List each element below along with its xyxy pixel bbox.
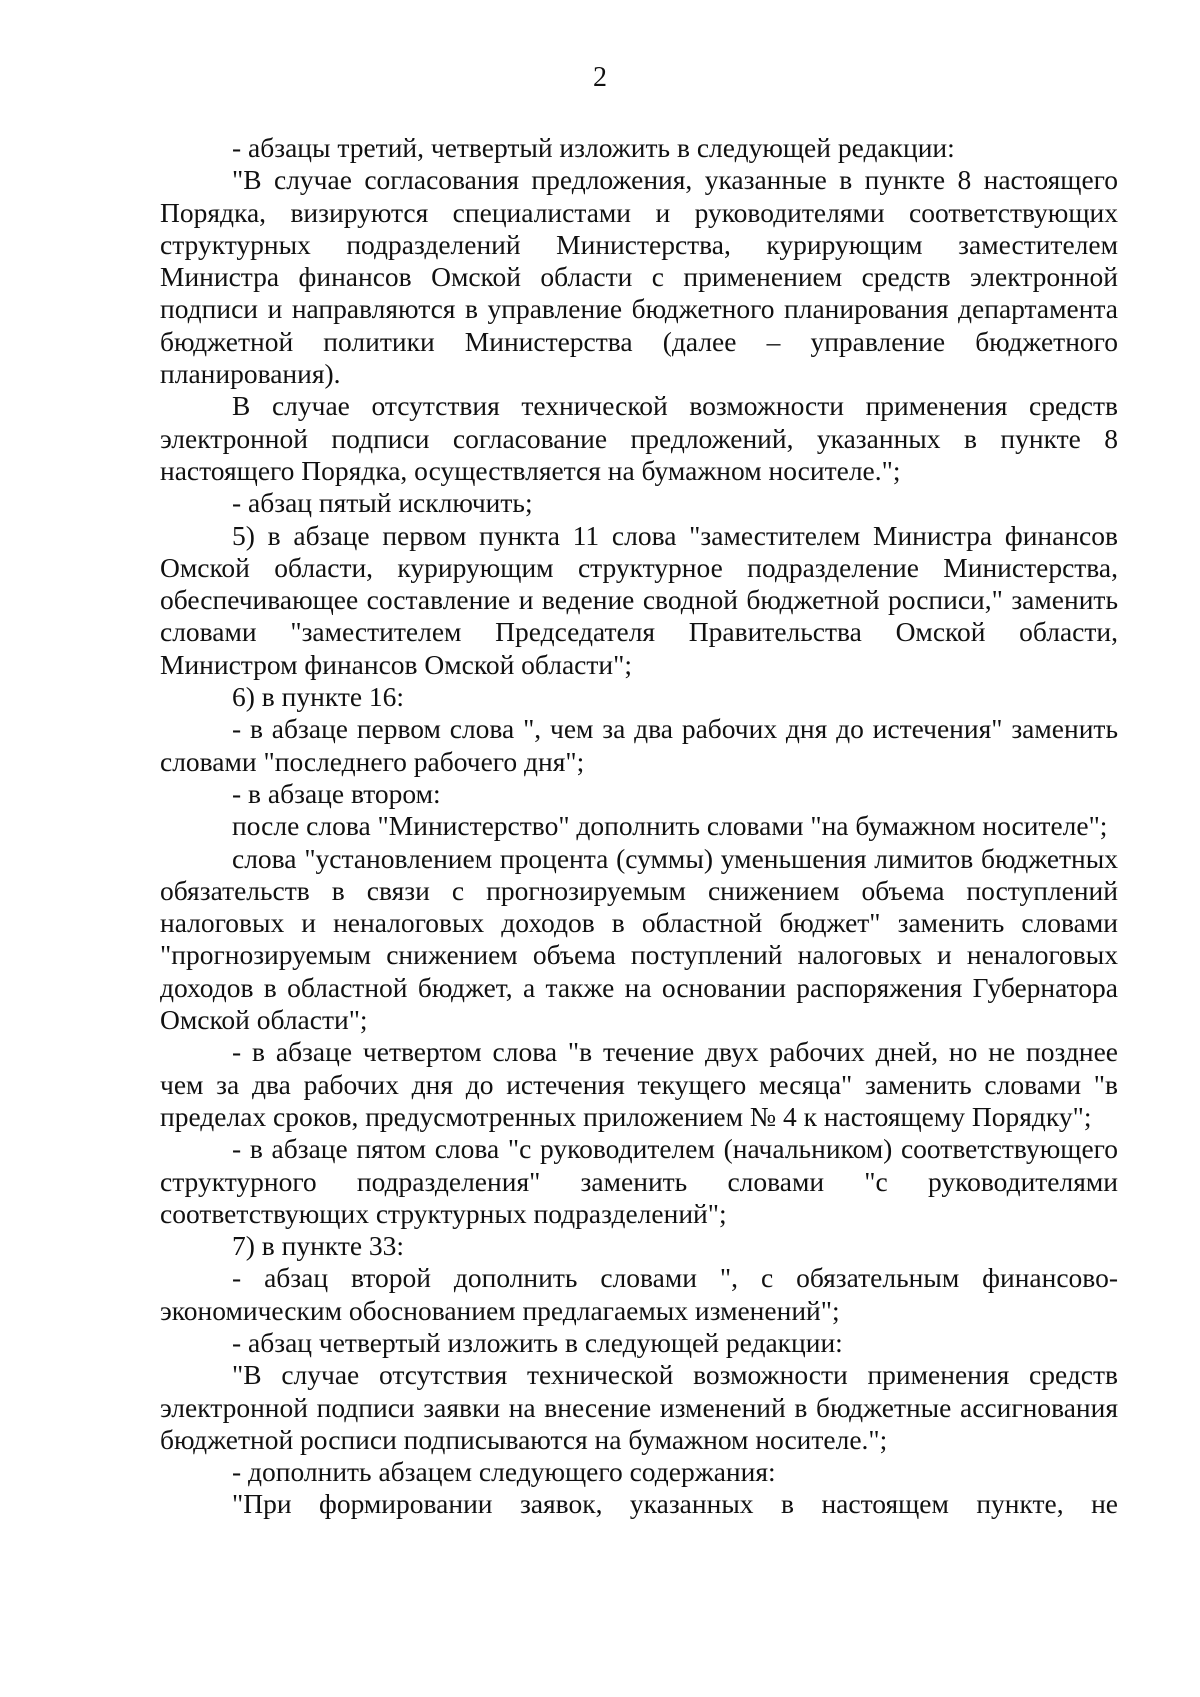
paragraph: 5) в абзаце первом пункта 11 слова "заместителем Министра финансов Омской области, курирующим структурное подразделение Министерства, обеспечивающее составление и ведение сводной бюджетной росписи," заменить словами "заместителем Председателя Правительства Омской области, Министром финансов Омской области"; bbox=[160, 519, 1118, 680]
page-number: 2 bbox=[593, 62, 607, 93]
paragraph: "В случае отсутствия технической возможности применения средств электронной подписи заявки на внесение изменений в бюджетные ассигнования бюджетной росписи подписываются на бумажном носителе."; bbox=[160, 1359, 1118, 1455]
paragraph: - в абзаце первом слова ", чем за два рабочих дня до истечения" заменить словами "последнего рабочего дня"; bbox=[160, 713, 1118, 777]
paragraph: 6) в пункте 16: bbox=[232, 681, 405, 713]
paragraph: - в абзаце пятом слова "с руководителем (начальником) соответствующего структурного подразделения" заменить словами "с руководителями соответствующих структурных подразделений"; bbox=[160, 1133, 1118, 1229]
paragraph: после слова "Министерство" дополнить словами "на бумажном носителе"; bbox=[232, 810, 1108, 842]
paragraph: - дополнить абзацем следующего содержания: bbox=[232, 1456, 776, 1488]
paragraph: - абзац пятый исключить; bbox=[232, 487, 533, 519]
paragraph: В случае отсутствия технической возможности применения средств электронной подписи согласование предложений, указанных в пункте 8 настоящего Порядка, осуществляется на бумажном носителе."; bbox=[160, 390, 1118, 486]
paragraph: 7) в пункте 33: bbox=[232, 1230, 405, 1262]
paragraph: - в абзаце втором: bbox=[232, 777, 441, 809]
paragraph: "В случае согласования предложения, указанные в пункте 8 настоящего Порядка, визируются специалистами и руководителями соответствующих структурных подразделений Министерства, курирующим заместителем Министра финансов Омской области с применением средств электронной подписи и направляются в управление бюджетного планирования департамента бюджетной политики Министерства (далее – управление бюджетного планирования). bbox=[160, 164, 1118, 390]
document-body bbox=[160, 132, 1118, 1521]
paragraph: - абзац четвертый изложить в следующей редакции: bbox=[232, 1326, 843, 1358]
paragraph: - абзац второй дополнить словами ", с обязательным финансово-экономическим обоснованием предлагаемых изменений"; bbox=[160, 1262, 1118, 1326]
paragraph: - абзацы третий, четвертый изложить в следующей редакции: bbox=[232, 132, 955, 163]
paragraph: - в абзаце четвертом слова "в течение двух рабочих дней, но не позднее чем за два рабочих дня до истечения текущего месяца" заменить словами "в пределах сроков, предусмотренных приложением № 4 к настоящему Порядку"; bbox=[160, 1036, 1118, 1132]
paragraph: слова "установлением процента (суммы) уменьшения лимитов бюджетных обязательств в связи с прогнозируемым снижением объема поступлений налоговых и неналоговых доходов в областной бюджет" заменить словами "прогнозируемым снижением объема поступлений налоговых и неналоговых доходов в областной бюджет, а также на основании распоряжения Губернатора Омской области"; bbox=[160, 842, 1118, 1036]
paragraph: "При формировании заявок, указанных в настоящем пункте, не bbox=[232, 1488, 1118, 1520]
